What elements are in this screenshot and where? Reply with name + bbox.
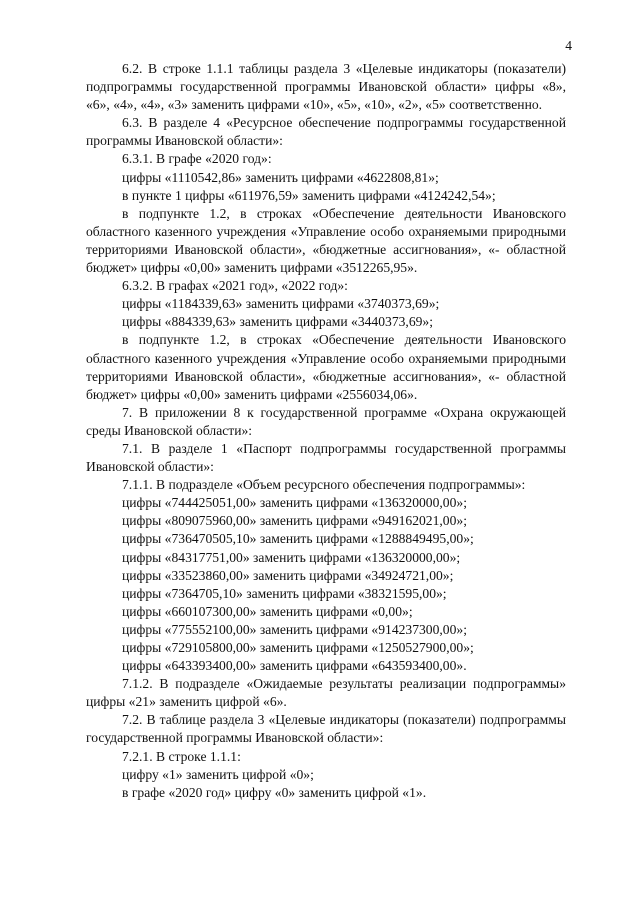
paragraph-7-2: 7.2. В таблице раздела 3 «Целевые индикаторы (показатели) подпрограммы государственной программы Ивановской области»: xyxy=(86,712,566,746)
paragraph-item: цифры «729105800,00» заменить цифрами «1250527900,00»; xyxy=(122,640,474,655)
paragraph-item: цифры «1110542,86» заменить цифрами «4622808,81»; xyxy=(122,169,439,185)
paragraph-item: цифры «775552100,00» заменить цифрами «914237300,00»; xyxy=(122,621,467,637)
paragraph-7-1: 7.1. В разделе 1 «Паспорт подпрограммы государственной программы Ивановской области»: xyxy=(86,440,566,475)
paragraph-item: цифры «643393400,00» заменить цифрами «643593400,00». xyxy=(122,658,467,674)
page-number: 4 xyxy=(565,38,572,53)
paragraph-item: цифру «1» заменить цифрой «0»; xyxy=(122,766,314,782)
paragraph-item: цифры «1184339,63» заменить цифрами «3740373,69»; xyxy=(122,296,440,312)
paragraph-item: цифры «7364705,10» заменить цифрами «38321595,00»; xyxy=(122,585,447,601)
paragraph-7-2-1: 7.2.1. В строке 1.1.1: xyxy=(122,748,241,764)
paragraph-6-2: 6.2. В строке 1.1.1 таблицы раздела 3 «Целевые индикаторы (показатели) подпрограммы государственной программы Ивановской области» цифры «8», «6», «4», «4», «3» заменить цифрами «10», «5», «10», «2», «5» соответственно. xyxy=(86,61,566,113)
paragraph-item: в пункте 1 цифры «611976,59» заменить цифрами «4124242,54»; xyxy=(122,187,496,203)
paragraph-7: 7. В приложении 8 к государственной программе «Охрана окружающей среды Ивановской области»: xyxy=(86,404,566,438)
paragraph-item: цифры «736470505,10» заменить цифрами «1288849495,00»; xyxy=(122,531,474,547)
paragraph-6-3-1: 6.3.1. В графе «2020 год»: xyxy=(122,151,272,167)
paragraph-7-1-2: 7.1.2. В подразделе «Ожидаемые результаты реализации подпрограммы» цифры «21» заменить цифрой «6». xyxy=(86,676,566,710)
paragraph-item: в подпункте 1.2, в строках «Обеспечение деятельности Ивановского областного казенного учреждения «Управление особо охраняемыми природными территориями Ивановской области», «бюджетные ассигнования», «- областной бюджет» цифры «0,00» заменить цифрами «2556034,06». xyxy=(86,332,566,402)
paragraph-item: цифры «84317751,00» заменить цифрами «136320000,00»; xyxy=(122,549,461,565)
paragraph-item: цифры «809075960,00» заменить цифрами «949162021,00»; xyxy=(122,513,467,529)
paragraph-6-3-2: 6.3.2. В графах «2021 год», «2022 год»: xyxy=(122,278,348,294)
paragraph-item: цифры «884339,63» заменить цифрами «3440373,69»; xyxy=(122,314,433,330)
paragraph-item: цифры «33523860,00» заменить цифрами «34924721,00»; xyxy=(122,567,454,583)
paragraph-item: цифры «660107300,00» заменить цифрами «0,00»; xyxy=(122,603,413,619)
paragraph-item: в подпункте 1.2, в строках «Обеспечение деятельности Ивановского областного казенного учреждения «Управление особо охраняемыми природными территориями Ивановской области», «бюджетные ассигнования», «- областной бюджет» цифры «0,00» заменить цифрами «3512265,95». xyxy=(86,205,566,276)
paragraph-item: в графе «2020 год» цифру «0» заменить цифрой «1». xyxy=(122,784,427,800)
document-body xyxy=(86,60,566,802)
paragraph-7-1-1: 7.1.1. В подразделе «Объем ресурсного обеспечения подпрограммы»: xyxy=(122,477,526,493)
paragraph-6-3: 6.3. В разделе 4 «Ресурсное обеспечение подпрограммы государственной программы Ивановской области»: xyxy=(86,115,566,149)
paragraph-item: цифры «744425051,00» заменить цифрами «136320000,00»; xyxy=(122,495,467,511)
